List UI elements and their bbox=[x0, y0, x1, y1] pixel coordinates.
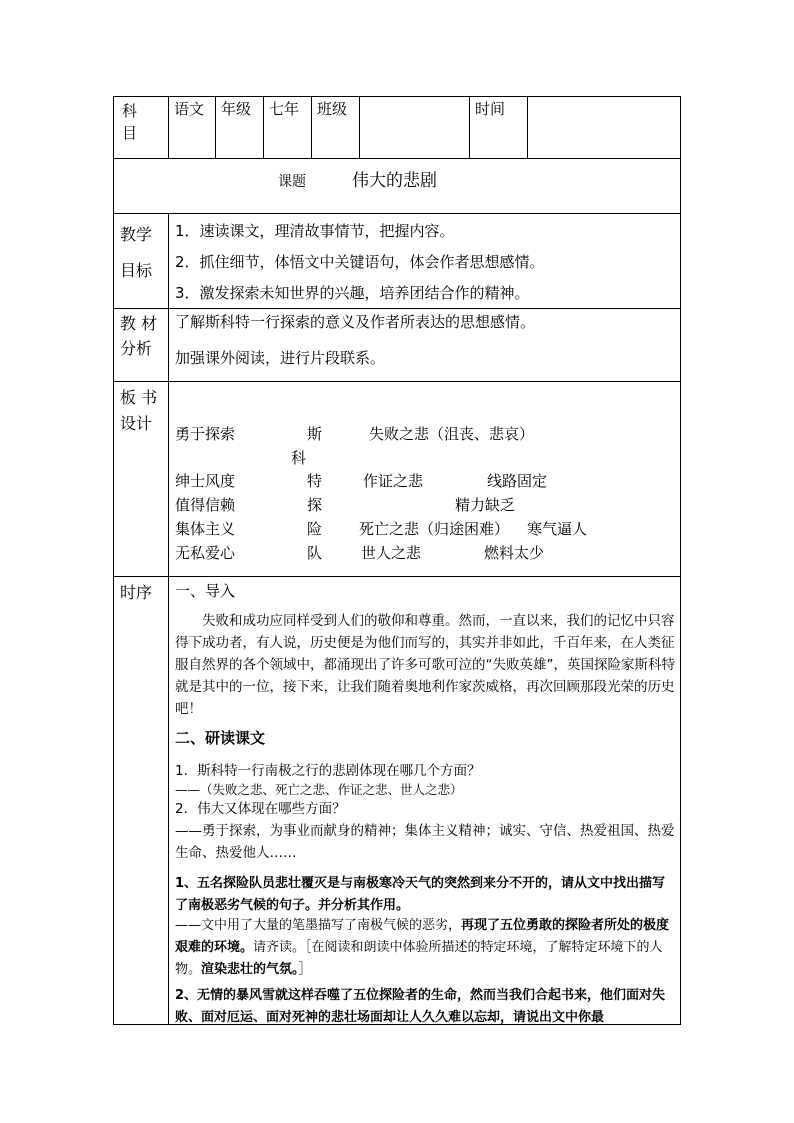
intro-paragraph: 失败和成功应同样受到人们的敬仰和尊重。然而，一直以来，我们的记忆中只容得下成功者，有人说，历史便是为他们而写的，其实并非如此，千百年来，在人类征服自然界的各个领域中，都涌现出了许多可歌可泣的“失败英雄”，英国探险家斯科特就是其中的一位，接下来，让我们随着奥地利作家茨威格，再次回顾那段光荣的历史吧！ bbox=[175, 613, 675, 717]
answer-2: ——勇于探索，为事业而献身的精神；集体主义精神；诚实、守信、热爱祖国、热爱生命、热爱他人…… bbox=[175, 823, 675, 861]
question-2: 2．伟大又体现在哪些方面？ bbox=[175, 801, 346, 817]
time-label: 时间 bbox=[475, 100, 506, 118]
board-name-char: 探 bbox=[307, 496, 323, 514]
board-name-char: 斯 bbox=[307, 425, 323, 443]
table-rule bbox=[113, 213, 681, 214]
passage-question-2: 2、无情的暴风雪就这样吞噬了五位探险者的生命，然而当我们合起书来，他们面对失败、面对厄运、面对死神的悲壮场面却让人久久难以忘却，请说出文中你最 bbox=[175, 988, 666, 1025]
board-tragedy: 作证之悲 bbox=[363, 472, 424, 490]
passage-answer-1-c: 请齐读。［在阅读和朗读中体验所描述的特定环境，了解特定环境下的人物。 bbox=[175, 940, 663, 977]
study-heading: 二、研读课文 bbox=[175, 729, 266, 747]
subject-value: 语文 bbox=[174, 100, 205, 118]
board-tragedy: 失败之悲（沮丧、悲哀） bbox=[369, 425, 535, 443]
objectives-label: 教学 目标 bbox=[120, 225, 153, 280]
board-name-char: 科 bbox=[291, 449, 307, 467]
passage-question-1: 1、五名探险队员悲壮覆灭是与南极寒冷天气的突然到来分不开的，请从文中找出描写了南极恶劣气候的句子。并分析其作用。 bbox=[175, 876, 666, 913]
table-rule bbox=[263, 96, 264, 158]
board-tragedy: 死亡之悲（归途困难） bbox=[359, 520, 510, 538]
table-rule bbox=[168, 96, 169, 158]
intro-heading: 一、导入 bbox=[175, 582, 236, 600]
board-quality: 勇于探索 bbox=[175, 425, 236, 443]
class-label: 班级 bbox=[317, 100, 348, 118]
passage-answer-1-b: 再现了五位勇敢的探险者所处的极度艰难的环境。 bbox=[175, 918, 670, 955]
table-rule bbox=[113, 576, 681, 577]
board-name-char: 特 bbox=[307, 472, 323, 490]
table-rule bbox=[113, 308, 681, 309]
passage-answer-1-e: ］ bbox=[298, 962, 312, 977]
board-name-char: 险 bbox=[307, 520, 323, 538]
grade-value: 七年 bbox=[269, 100, 300, 118]
table-rule bbox=[113, 381, 681, 382]
objective-item: 1．速读课文，理清故事情节，把握内容。 bbox=[175, 222, 455, 240]
table-border-top bbox=[113, 96, 681, 97]
objective-item: 2．抓住细节，体悟文中关键语句，体会作者思想感情。 bbox=[175, 253, 545, 271]
table-rule bbox=[113, 158, 681, 159]
board-quality: 绅士风度 bbox=[175, 472, 236, 490]
board-cause: 寒气逼人 bbox=[527, 520, 588, 538]
board-cause: 精力缺乏 bbox=[455, 496, 516, 514]
board-quality: 集体主义 bbox=[175, 520, 236, 538]
table-rule bbox=[469, 96, 470, 158]
topic-label: 课题 bbox=[278, 174, 306, 190]
page-title: 伟大的悲剧 bbox=[352, 171, 437, 191]
question-1: 1．斯科特一行南极之行的悲剧体现在哪几个方面？ bbox=[175, 763, 481, 779]
board-cause: 燃料太少 bbox=[484, 544, 545, 562]
board-tragedy: 世人之悲 bbox=[361, 544, 422, 562]
table-rule bbox=[359, 96, 360, 158]
board-cause: 线路固定 bbox=[487, 472, 548, 490]
board-quality: 值得信赖 bbox=[175, 496, 236, 514]
grade-label: 年级 bbox=[221, 100, 252, 118]
objective-item: 3．激发探索未知世界的兴趣，培养团结合作的精神。 bbox=[175, 284, 530, 302]
answer-1: ——（失败之悲、死亡之悲、作证之悲、世人之悲） bbox=[175, 782, 463, 797]
board-quality: 无私爱心 bbox=[175, 544, 236, 562]
subject-label: 科 目 bbox=[122, 102, 138, 142]
analysis-label: 教 材 分析 bbox=[120, 314, 158, 358]
analysis-item: 了解斯科特一行探索的意义及作者所表达的思想感情。 bbox=[175, 313, 536, 331]
sequence-label: 时序 bbox=[120, 583, 153, 602]
table-border-left bbox=[113, 96, 114, 1025]
passage-answer-1-a: ——文中用了大量的笔墨描写了南极气候的恶劣， bbox=[175, 918, 462, 933]
analysis-item: 加强课外阅读，进行片段联系。 bbox=[175, 349, 386, 367]
table-border-right bbox=[680, 96, 681, 1025]
table-rule bbox=[311, 96, 312, 158]
table-rule bbox=[168, 213, 169, 1025]
passage-answer-1-d: 渲染悲壮的气氛。 bbox=[201, 962, 299, 977]
board-name-char: 队 bbox=[307, 544, 323, 562]
table-rule bbox=[527, 96, 528, 158]
board-label: 板 书 设计 bbox=[120, 388, 158, 433]
passage-answer-1 bbox=[175, 915, 675, 981]
table-rule bbox=[215, 96, 216, 158]
